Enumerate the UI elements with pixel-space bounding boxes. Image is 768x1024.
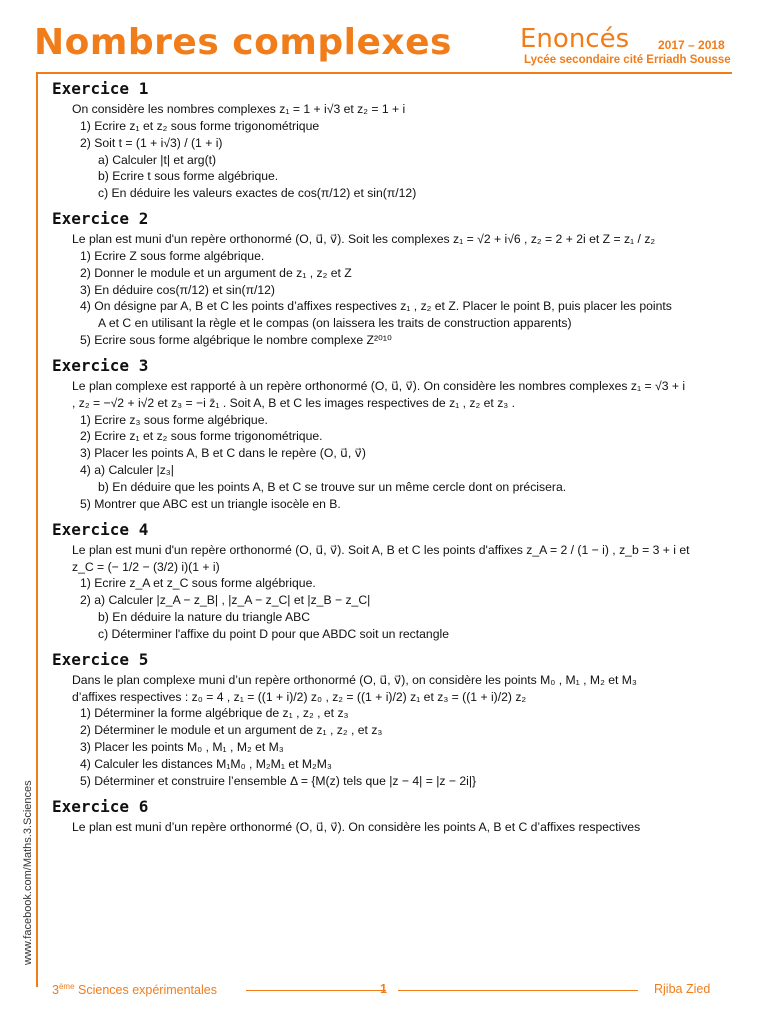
exercise-line: 3) Placer les points A, B et C dans le repère (O, u⃗, v⃗) (80, 446, 366, 461)
exercise-line: 2) Donner le module et un argument de z₁ , z₂ et Z (80, 265, 352, 280)
footer-rule-left (246, 990, 386, 991)
exercise-title: Exercice 1 (52, 79, 149, 98)
exercise-title: Exercice 5 (52, 649, 149, 669)
exercise-line: 2) a) Calculer |z_A − z_B| , |z_A − z_C| et |z_B − z_C| (80, 593, 371, 608)
exercise-title: Exercice 4 (52, 519, 149, 539)
page-footer (36, 980, 732, 1000)
page-title: Nombres complexes (34, 22, 452, 63)
exercise-line: 5) Ecrire sous forme algébrique le nombre complexe Z²⁰¹⁰ (80, 333, 392, 348)
exercise-line: Le plan est muni d'un repère orthonormé (O, u⃗, v⃗). Soit les complexes z₁ = √2 + i√6 , z₂ = 2 + 2i et Z = z₁ / z₂ (72, 232, 656, 247)
school-name: Lycée secondaire cité Erriadh Sousse (524, 54, 731, 66)
exercise-line: a) Calculer |t| et arg(t) (98, 152, 217, 167)
exercise-line: 1) Ecrire z₁ et z₂ sous forme trigonométrique (80, 118, 320, 133)
footer-level: 3ème Sciences expérimentales (52, 982, 217, 998)
exercise-line: 4) a) Calculer |z₃| (80, 463, 174, 478)
exercise-line: b) En déduire la nature du triangle ABC (98, 610, 311, 625)
exercise-line: c) Déterminer l'affixe du point D pour que ABDC soit un rectangle (98, 626, 449, 641)
exercise-line: 4) Calculer les distances M₁M₀ , M₂M₁ et M₂M₃ (80, 756, 332, 771)
footer-rule-right (398, 990, 638, 991)
exercise-line: 1) Ecrire z₃ sous forme algébrique. (80, 412, 268, 427)
exercise-line: b) Ecrire t sous forme algébrique. (98, 169, 279, 184)
exercise-line: Le plan est muni d’un repère orthonormé (O, u⃗, v⃗). On considère les points A, B et C d’affixes respectives (72, 819, 641, 834)
exercise-line: A et C en utilisant la règle et le compas (on laissera les traits de construction apparents) (98, 316, 572, 331)
exercise-line: c) En déduire les valeurs exactes de cos(π/12) et sin(π/12) (98, 186, 417, 201)
exercise-line: On considère les nombres complexes z₁ = 1 + i√3 et z₂ = 1 + i (72, 102, 406, 117)
exercise-line: 1) Déterminer la forme algébrique de z₁ , z₂ , et z₃ (80, 706, 349, 721)
school-year: 2017 – 2018 (658, 38, 725, 52)
exercise-line: 2) Ecrire z₁ et z₂ sous forme trigonométrique. (80, 429, 323, 444)
exercise-line: 5) Déterminer et construire l’ensemble Δ = {M(z) tels que |z − 4| = |z − 2i|} (80, 773, 477, 788)
exercise-line: 5) Montrer que ABC est un triangle isocèle en B. (80, 496, 341, 511)
side-url: www.facebook.com/Maths.3.Sciences (22, 780, 34, 965)
section-label: Enoncés (520, 24, 630, 54)
exercise-line: , z₂ = −√2 + i√2 et z₃ = −i z̄₁ . Soit A, B et C les images respectives de z₁ , z₂ et z₃ . (72, 395, 516, 410)
exercise-line: 1) Ecrire z_A et z_C sous forme algébrique. (80, 576, 316, 591)
frame-left-rule (36, 72, 38, 987)
exercise-line: Dans le plan complexe muni d’un repère orthonormé (O, u⃗, v⃗), on considère les points M₀ , M₁ , M₂ et M₃ (72, 672, 637, 687)
footer-author: Rjiba Zied (654, 982, 711, 996)
exercise-line: 3) Placer les points M₀ , M₁ , M₂ et M₃ (80, 740, 284, 755)
exercise-title: Exercice 2 (52, 209, 149, 229)
exercise-line: 1) Ecrire Z sous forme algébrique. (80, 248, 265, 263)
exercise-line: Le plan complexe est rapporté à un repère orthonormé (O, u⃗, v⃗). On considère les nombres complexes z₁ = √3 + i (72, 379, 686, 393)
exercise-line: 2) Déterminer le module et un argument de z₁ , z₂ , et z₃ (80, 723, 383, 738)
exercise-line: d’affixes respectives : z₀ = 4 , z₁ = ((1 + i)/2) z₀ , z₂ = ((1 + i)/2) z₁ et z₃ = ((1 + i)/2) z₂ (72, 689, 527, 704)
exercise-line: 4) On désigne par A, B et C les points d’affixes respectives z₁ , z₂ et Z. Placer le point B, puis placer les points (80, 299, 672, 314)
exercise-title: Exercice 3 (52, 355, 149, 375)
exercise-content (52, 72, 742, 835)
exercise-line: b) En déduire que les points A, B et C se trouve sur un même cercle dont on précisera. (98, 479, 567, 494)
exercise-line: 2) Soit t = (1 + i√3) / (1 + i) (80, 135, 223, 150)
exercise-line: z_C = (− 1/2 − (3/2) i)(1 + i) (72, 559, 220, 574)
exercise-line: Le plan est muni d'un repère orthonormé (O, u⃗, v⃗). Soit A, B et C les points d'affixes z_A = 2 / (1 − i) , z_b = 3 + i et (72, 542, 690, 557)
exercise-title: Exercice 6 (52, 796, 149, 816)
exercise-line: 3) En déduire cos(π/12) et sin(π/12) (80, 282, 275, 297)
page-number: 1 (380, 982, 387, 996)
